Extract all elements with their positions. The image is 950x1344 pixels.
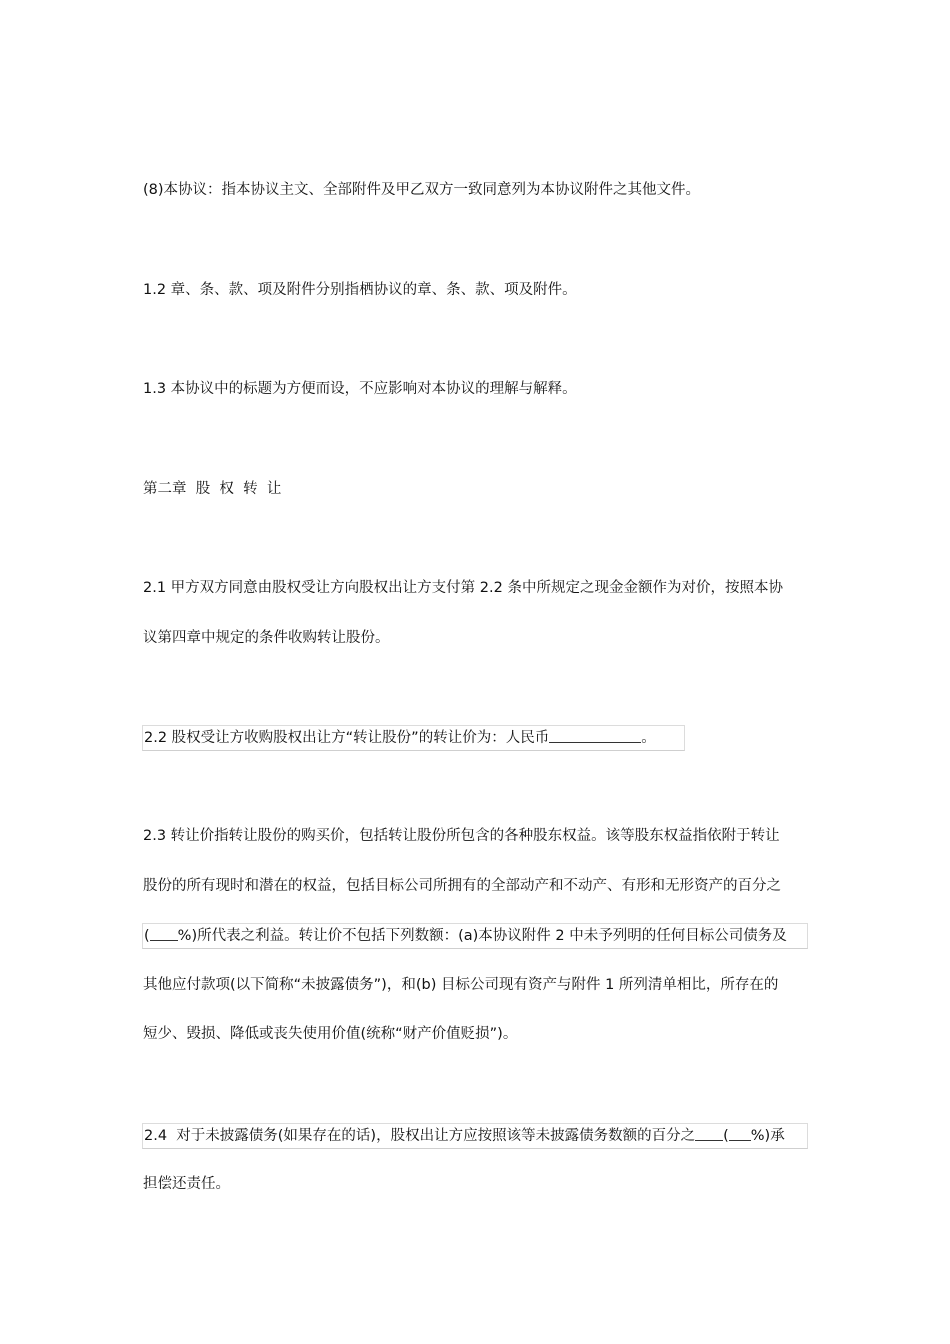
clause-2-3-line-4: 其他应付款项(以下简称“未披露债务”)，和(b) 目标公司现有资产与附件 1 所列清单相比，所存在的 (143, 977, 779, 993)
chapter-title (143, 479, 281, 499)
paren-open-2: ( (723, 1128, 729, 1144)
clause-2-3-line-1: 2.3 转让价指转让股份的购买价，包括转让股份所包含的各种股东权益。该等股东权益指依附于转让 (143, 828, 780, 844)
clause-2-4-end: %)承 (750, 1128, 785, 1144)
price-blank[interactable] (549, 727, 641, 743)
clause-1-3: 1.3 本协议中的标题为方便而设，不应影响对本协议的理解与解释。 (143, 381, 577, 397)
clause-2-2-text: 2.2 股权受让方收购股权出让方“转让股份”的转让价为：人民币 (144, 730, 550, 746)
clause-definition-agreement: (8)本协议：指本协议主文、全部附件及甲乙双方一致同意列为本协议附件之其他文件。 (143, 182, 701, 198)
clause-2-4-line-1 (142, 1123, 808, 1149)
paren-open: ( (144, 928, 150, 944)
percent-words-blank[interactable] (695, 1125, 723, 1141)
percent-blank[interactable] (150, 925, 178, 941)
clause-1-2: 1.2 章、条、款、项及附件分别指栖协议的章、条、款、项及附件。 (143, 282, 577, 298)
chapter-title-text: 第二章 股 权 转 让 (143, 481, 282, 497)
percent-number-blank[interactable] (729, 1125, 751, 1141)
clause-2-4-text: 2.4 对于未披露债务(如果存在的话)，股权出让方应按照该等未披露债务数额的百分之 (144, 1128, 696, 1144)
clause-2-1-line-1: 2.1 甲方双方同意由股权受让方向股权出让方支付第 2.2 条中所规定之现金金额作为对价，按照本协 (143, 580, 783, 596)
clause-2-1-line-2: 议第四章中规定的条件收购转让股份。 (143, 630, 390, 646)
clause-2-3-line-2: 股份的所有现时和潜在的权益，包括目标公司所拥有的全部动产和不动产、有形和无形资产的百分之 (143, 878, 781, 894)
clause-2-3-line-3 (142, 923, 808, 949)
clause-2-2-end: 。 (641, 730, 656, 746)
clause-2-4-line-2: 担偿还责任。 (143, 1176, 230, 1192)
clause-2-3-line-5: 短少、毁损、降低或丧失使用价值(统称“财产价值贬损”)。 (143, 1026, 518, 1042)
clause-2-3-line-3-text: %)所代表之利益。转让价不包括下列数额：(a)本协议附件 2 中未予列明的任何目标公司债务及 (177, 928, 787, 944)
clause-2-2-field (142, 725, 685, 751)
